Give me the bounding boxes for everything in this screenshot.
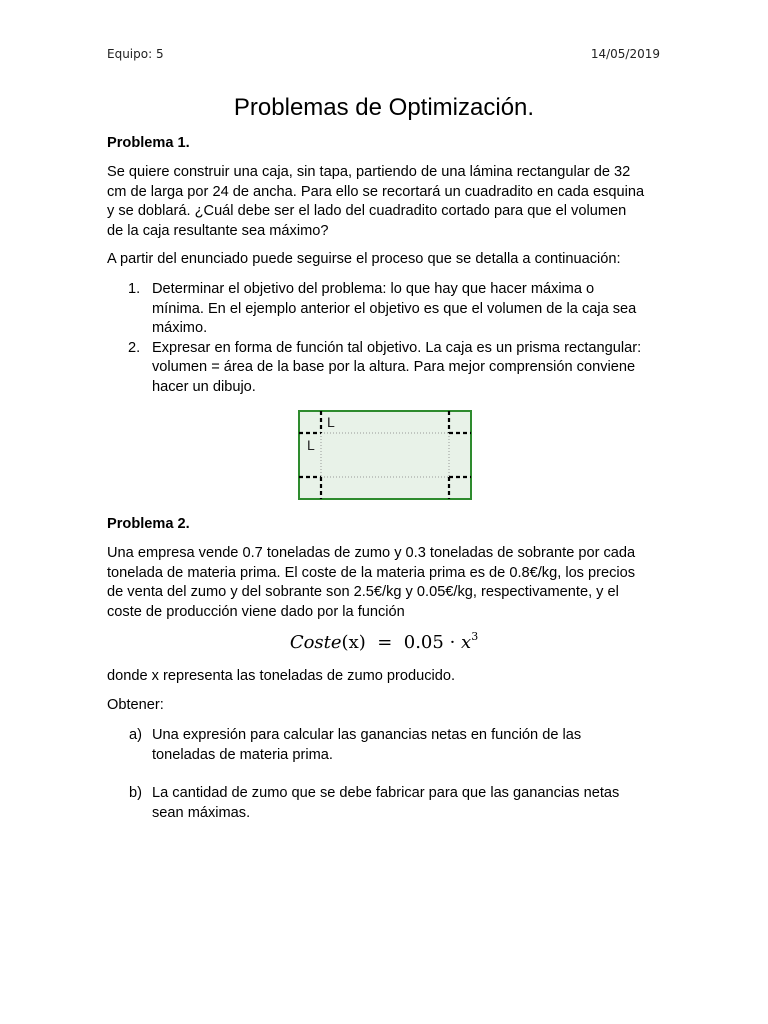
step-number: 2. (128, 339, 141, 356)
sheet-outline (299, 411, 471, 499)
statement-line: Una empresa vende 0.7 toneladas de zumo y 0.3 toneladas de sobrante por cada (107, 545, 636, 561)
problem-2-heading: Problema 2. (107, 516, 190, 532)
page-title: Problemas de Optimización. (233, 94, 535, 121)
formula-dot: · (449, 632, 456, 653)
item-line: sean máximas. (152, 804, 251, 821)
item-line: La cantidad de zumo que se debe fabricar para que las ganancias netas (152, 785, 620, 801)
statement-line: tonelada de materia prima. El coste de la materia prima es de 0.8€/kg, los precios (107, 564, 636, 581)
steps-list (107, 280, 663, 397)
statement-line: coste de producción viene dado por la función (107, 603, 405, 620)
problem-1-heading: Problema 1. (107, 135, 190, 151)
obtain-label: Obtener: (107, 697, 164, 713)
list-item (107, 784, 663, 823)
step-line: hacer un dibujo. (152, 378, 256, 395)
date-label: 14/05/2019 (590, 47, 660, 61)
item-letter: b) (129, 785, 142, 801)
box-net-diagram (296, 408, 474, 502)
label-l-left: L (307, 437, 315, 453)
statement-line: de la caja resultante sea máximo? (107, 222, 329, 239)
item-letter: a) (129, 727, 142, 743)
statement-line: de venta del zumo y del sobrante son 2.5€/kg y 0.05€/kg, respectivamente, y el (107, 584, 619, 600)
step-line: Expresar en forma de función tal objetivo. La caja es un prisma rectangular: (152, 339, 642, 356)
formula-lhs-arg: (x) (341, 632, 366, 653)
formula-lhs-name: Coste (289, 632, 342, 653)
item-a (107, 726, 663, 765)
step-line: volumen = área de la base por la altura. Para mejor comprensión conviene (152, 359, 636, 375)
step-line: Determinar el objetivo del problema: lo que hay que hacer máxima o (152, 281, 595, 297)
list-item (107, 726, 663, 765)
problem-2-statement (107, 544, 663, 622)
label-l-top: L (327, 414, 335, 430)
step-line: mínima. En el ejemplo anterior el objetivo es que el volumen de la caja sea (152, 300, 637, 317)
item-line: toneladas de materia prima. (152, 746, 333, 763)
formula-coefficient: 0.05 (403, 632, 444, 653)
step-number: 1. (128, 281, 141, 297)
formula-explanation: donde x representa las toneladas de zumo producido. (107, 668, 456, 684)
item-b (107, 784, 663, 823)
statement-line: Se quiere construir una caja, sin tapa, partiendo de una lámina rectangular de 32 (107, 164, 631, 180)
formula-exponent: 3 (471, 630, 479, 643)
formula-equals: = (377, 632, 393, 653)
statement-line: y se doblará. ¿Cuál debe ser el lado del cuadradito cortado para que el volumen (107, 203, 627, 219)
cost-formula (0, 630, 768, 653)
process-intro: A partir del enunciado puede seguirse el proceso que se detalla a continuación: (107, 251, 621, 267)
list-item (107, 280, 663, 339)
item-line: Una expresión para calcular las ganancias netas en función de las (152, 727, 582, 743)
formula-variable: x (461, 632, 472, 653)
list-item (107, 339, 663, 398)
step-line: máximo. (152, 320, 208, 336)
problem-1-statement (107, 163, 663, 241)
statement-line: cm de larga por 24 de ancha. Para ello se recortará un cuadradito en cada esquina (107, 183, 645, 200)
team-label: Equipo: 5 (107, 47, 164, 61)
